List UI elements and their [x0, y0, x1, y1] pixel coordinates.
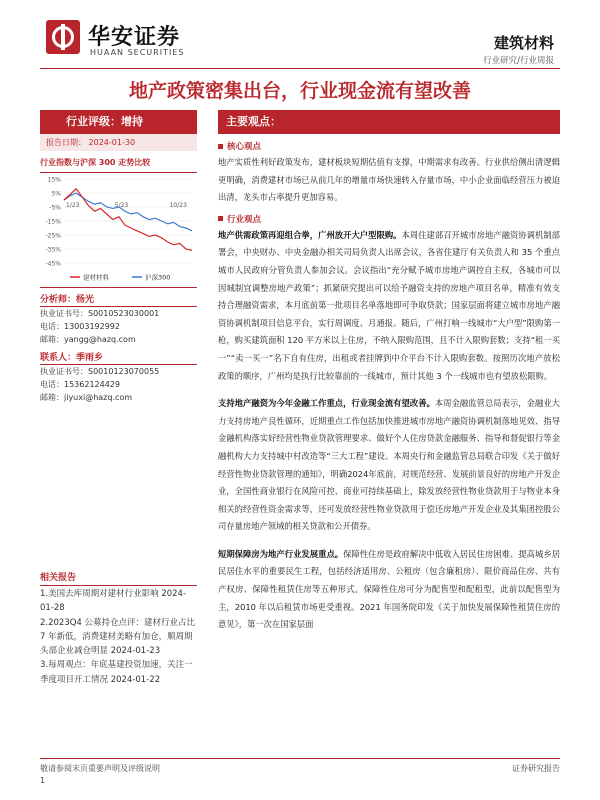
core-view-heading: 核心观点 — [218, 140, 560, 152]
analyst-label: 分析师：杨光 — [40, 292, 197, 307]
report-type: 行业研究/行业周报 — [483, 56, 554, 66]
y-tick-label: 15% — [47, 176, 61, 184]
related-reports-title: 相关报告 — [40, 570, 197, 586]
core-view-text: 地产实质性利好政策发布，建材板块短期估值有支撑，中期需求有改善。行业供给侧出清逻辑更明确，消费建材市场已从前几年的增量市场快速转入存量市场，中小企业面临经营压力被迫出清，龙头市占率提升更加容易。 — [218, 157, 560, 203]
y-tick-label: -45% — [45, 260, 61, 268]
report-date: 报告日期： 2024-01-30 — [40, 134, 197, 151]
analyst1-email[interactable]: 邮箱：yangg@hazq.com — [40, 335, 136, 344]
paragraph-housing: 短期保障房为地产行业发展重点。保障性住房是政府解决中低收入居民住房困难、提高城乡居民居住水平的重要民生工程，包括经济适用房、公租房（包含廉租房）、限价商品住房、共有产权房、保障性租赁住房等五种形式。保障性住房可分为配售型和配租型，此前以配售型为主，2010 年以后租赁市场更受重视。2021 年国务院印发《关于加快发展保障性租赁住房的意见》，第一次在国家层面 — [218, 548, 560, 630]
analyst2-email[interactable]: 邮箱：jiyuxi@hazq.com — [40, 393, 133, 402]
related-report-item[interactable]: 3.每周观点：年底基建投资加速，关注一季度项目开工情况 2024-01-22 — [40, 660, 193, 685]
paragraph-policy: 地产供需政策再迎组合拳，广州放开大户型限购。本周住建部召开城市房地产融资协调机制部署会，中央财办、中央金融办相关司局负责人出席会议，各省住建厅有关负责人和 35 个重点城市人民政府分管负责人参加会议。会议指出“充分赋予城市房地产调控自主权，各城市可以因城制宜调整房地产政策”；抓紧研究提出可以给予融资支持的房地产项目名单，精准有效支持合理融资需求，本月底前第一批项目名单落地即可争取贷款；国家层面将建立城市房地产融资协调机制项目信息平台，实行周调度、月通报。随后，广州打响一线城市“大户型”限购第一枪，购买建筑面积 120 平方米以上住房，不纳入限购范围，且不计入限购套数；支持“租一买一”“卖一买一”名下自有住房，出租或者挂牌到中介平台不计入限购套数。按照历次地产放松政策的顺序，广州均是执行比较靠前的一线城市，预计其他 3 个一线城市也有望放松限购。 — [218, 229, 560, 381]
sector-name: 建筑材料 — [493, 34, 554, 52]
contact-label: 联系人：季雨乡 — [40, 350, 197, 365]
y-tick-label: -15% — [45, 218, 61, 226]
series-line — [64, 189, 192, 251]
logo-icon — [46, 20, 80, 54]
analyst1-phone: 电话：13003192992 — [40, 322, 120, 331]
bullet-square-icon — [218, 216, 223, 221]
logo-english: HUAAN SECURITIES — [90, 48, 185, 57]
logo-chinese: 华安证券 — [88, 24, 181, 50]
chart-svg — [40, 173, 197, 289]
x-tick-label: 10/23 — [169, 202, 187, 209]
related-report-item[interactable]: 2.2023Q4 公募持仓点评：建材行业占比 7 年新低，消费建材美略有加仓，顺周期头部企业减仓明显 2024-01-23 — [40, 617, 196, 657]
header-divider — [40, 68, 560, 69]
chart-title: 行业指数与沪深 300 走势比较 — [40, 158, 151, 167]
bullet-square-icon — [218, 144, 223, 149]
analyst2-phone: 电话：15362124429 — [40, 380, 120, 389]
analyst1-cert: 执业证书号：S0010523030001 — [40, 309, 160, 318]
x-tick-label: 1/23 — [66, 202, 80, 209]
analyst2-cert: 执业证书号：S0010123070055 — [40, 367, 160, 376]
page-number: 1 — [40, 776, 46, 785]
legend-label: 沪深300 — [145, 273, 171, 282]
y-tick-label: 5% — [51, 190, 61, 198]
main-points — [218, 110, 560, 634]
industry-view-heading: 行业观点 — [218, 213, 560, 225]
left-sidebar — [40, 110, 197, 404]
index-chart — [40, 172, 197, 288]
paragraph-finance: 支持地产融资为今年金融工作重点，行业现金流有望改善。本周金融监管总局表示，金融业大力支持房地产良性循环，近期重点工作包括加快推进城市房地产融资协调机制落地见效、指导金融机构落实好经营性物业贷款管理要求、做好个人住房贷款金融服务、指导和督促银行等金融机构大力支持城中村改造等“三大工程”建设。本周央行和金融监管总局联合印发《关于做好经营性物业贷款管理的通知》，明确2024年底前，对规范经营、发展前景良好的房地产开发企业，全国性商业银行在风险可控、商业可持续基础上，除发放经营性物业贷款用于与物业本身相关的经营性资金需求等，还可发放经营性物业贷款用于偿还房地产开发企业及其集团控股公司存量房地产领域的相关贷款和公开债券。 — [218, 398, 560, 532]
y-tick-label: -35% — [45, 246, 61, 254]
y-tick-label: -5% — [49, 204, 61, 212]
y-tick-label: -25% — [45, 232, 61, 240]
footer-divider — [40, 758, 560, 759]
report-header — [0, 0, 600, 70]
report-title: 地产政策密集出台，行业现金流有望改善 — [128, 80, 471, 102]
related-report-item[interactable]: 1.美国去库周期对建材行业影响 2024-01-28 — [40, 589, 187, 614]
legend-label: 建材材料 — [83, 273, 109, 282]
related-reports-list — [40, 587, 197, 687]
footer-disclaimer: 敬请参阅末页重要声明及评级说明 1 — [40, 763, 250, 787]
x-tick-label: 5/23 — [114, 202, 129, 209]
footer-brand: 证券研究报告 — [512, 764, 560, 773]
main-points-heading: 主要观点： — [218, 110, 560, 134]
industry-rating: 行业评级：增持 — [40, 110, 197, 134]
